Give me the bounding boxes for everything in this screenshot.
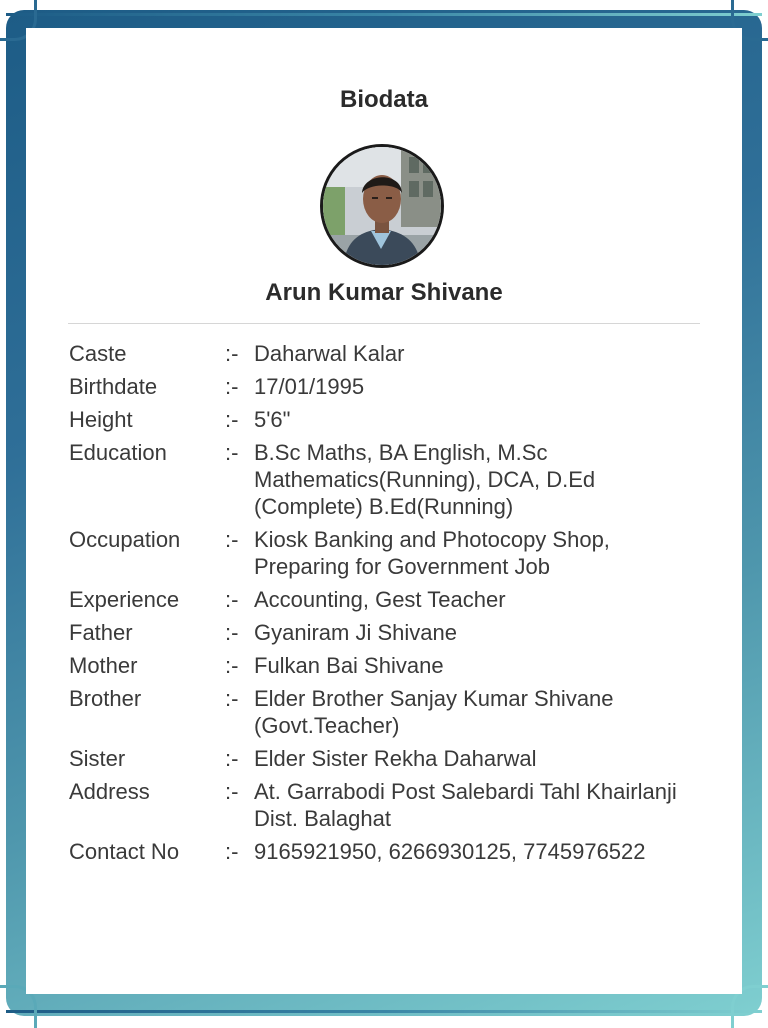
field-label: Education [69,440,167,465]
field-separator: :- [225,839,239,864]
field-value: B.Sc Maths, BA English, M.Sc Mathematics(Running), DCA, D.Ed (Complete) B.Ed(Running) [254,440,596,519]
field-separator: :- [225,374,239,399]
field-label: Occupation [69,527,181,552]
biodata-sheet [26,28,742,994]
field-label: Birthdate [69,374,158,399]
profile-photo-image [323,147,441,265]
profile-photo [320,144,444,268]
field-label: Address [69,779,150,804]
field-separator: :- [225,746,239,771]
field-value: 9165921950, 6266930125, 7745976522 [254,839,646,864]
field-value: 5'6" [254,407,291,432]
field-value: Daharwal Kalar [254,341,405,366]
person-name: Arun Kumar Shivane [265,279,503,306]
field-label: Caste [69,341,127,366]
field-row-education [69,439,709,520]
field-row-contact [69,838,709,865]
field-separator: :- [225,440,239,465]
details-list [69,340,709,871]
divider [68,323,700,324]
field-separator: :- [225,620,239,645]
document-title: Biodata [339,86,428,113]
field-value: At. Garrabodi Post Salebardi Tahl Khairlanji Dist. Balaghat [254,779,677,831]
field-row-experience [69,586,709,613]
field-label: Experience [69,587,180,612]
field-value: Elder Brother Sanjay Kumar Shivane (Govt.Teacher) [254,686,614,738]
frame-bottom-line [6,1010,762,1013]
field-label: Height [69,407,133,432]
field-separator: :- [225,779,239,804]
field-separator: :- [225,587,239,612]
field-value: Gyaniram Ji Shivane [254,620,457,645]
field-separator: :- [225,341,239,366]
field-row-address [69,778,709,832]
field-label: Contact No [69,839,180,864]
field-row-occupation [69,526,709,580]
field-separator: :- [225,686,239,711]
field-label: Father [69,620,133,645]
field-row-birthdate [69,373,709,400]
field-row-height [69,406,709,433]
field-value: Kiosk Banking and Photocopy Shop, Preparing for Government Job [254,527,610,579]
field-value: Elder Sister Rekha Daharwal [254,746,537,771]
field-label: Brother [69,686,142,711]
field-row-sister [69,745,709,772]
field-value: Fulkan Bai Shivane [254,653,444,678]
field-separator: :- [225,653,239,678]
field-row-mother [69,652,709,679]
field-row-caste [69,340,709,367]
field-value: 17/01/1995 [254,374,365,399]
field-row-father [69,619,709,646]
field-row-brother [69,685,709,739]
field-label: Sister [69,746,126,771]
field-label: Mother [69,653,138,678]
field-separator: :- [225,527,239,552]
field-value: Accounting, Gest Teacher [254,587,506,612]
field-separator: :- [225,407,239,432]
frame-top-line [6,13,762,16]
